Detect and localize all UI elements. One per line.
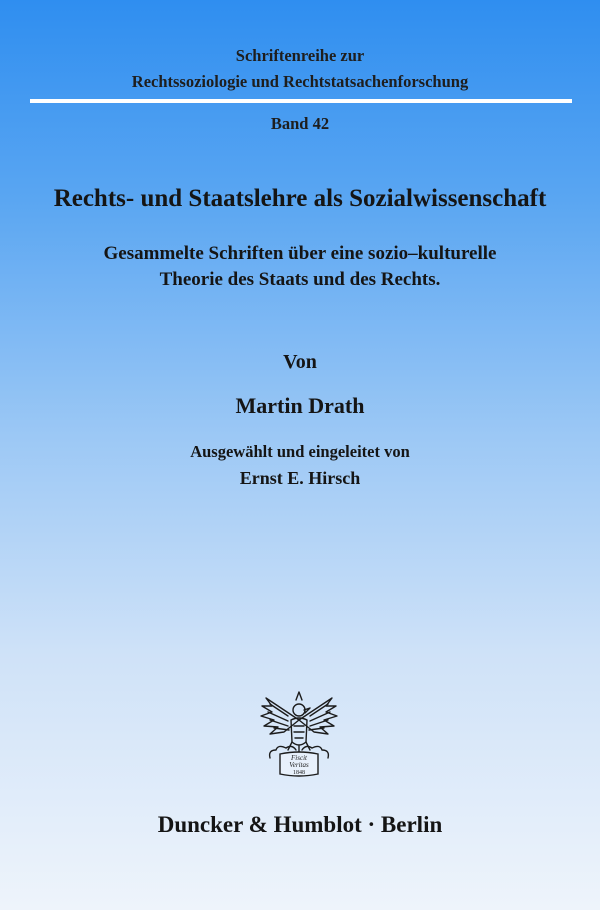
subtitle-line-1: Gesammelte Schriften über eine sozio–kulturelle: [103, 243, 497, 264]
subtitle-line-2: Theorie des Staats und des Rechts.: [159, 269, 441, 290]
by-label: Von: [283, 351, 317, 373]
author-name: Martin Drath: [235, 393, 365, 418]
book-title: Rechts- und Staatslehre als Sozialwissenschaft: [53, 185, 547, 212]
volume-number: Band 42: [270, 114, 330, 133]
editor-name: Ernst E. Hirsch: [239, 468, 361, 488]
eagle-seal-icon: [258, 680, 340, 782]
book-subtitle: [0, 241, 600, 293]
motto-line-1: Fiscit: [291, 754, 307, 762]
series-line-2: Rechtssoziologie und Rechtstatsachenforschung: [131, 72, 469, 91]
series-title: [0, 43, 600, 95]
series-line-1: Schriftenreihe zur: [235, 46, 365, 65]
motto-line-2: Veritas: [289, 761, 309, 769]
divider-rule: [30, 99, 572, 103]
publisher-imprint: Duncker & Humblot · Berlin: [157, 812, 443, 837]
selected-by-label: Ausgewählt und eingeleitet von: [190, 442, 410, 461]
motto-line-3: 1848: [293, 770, 305, 776]
